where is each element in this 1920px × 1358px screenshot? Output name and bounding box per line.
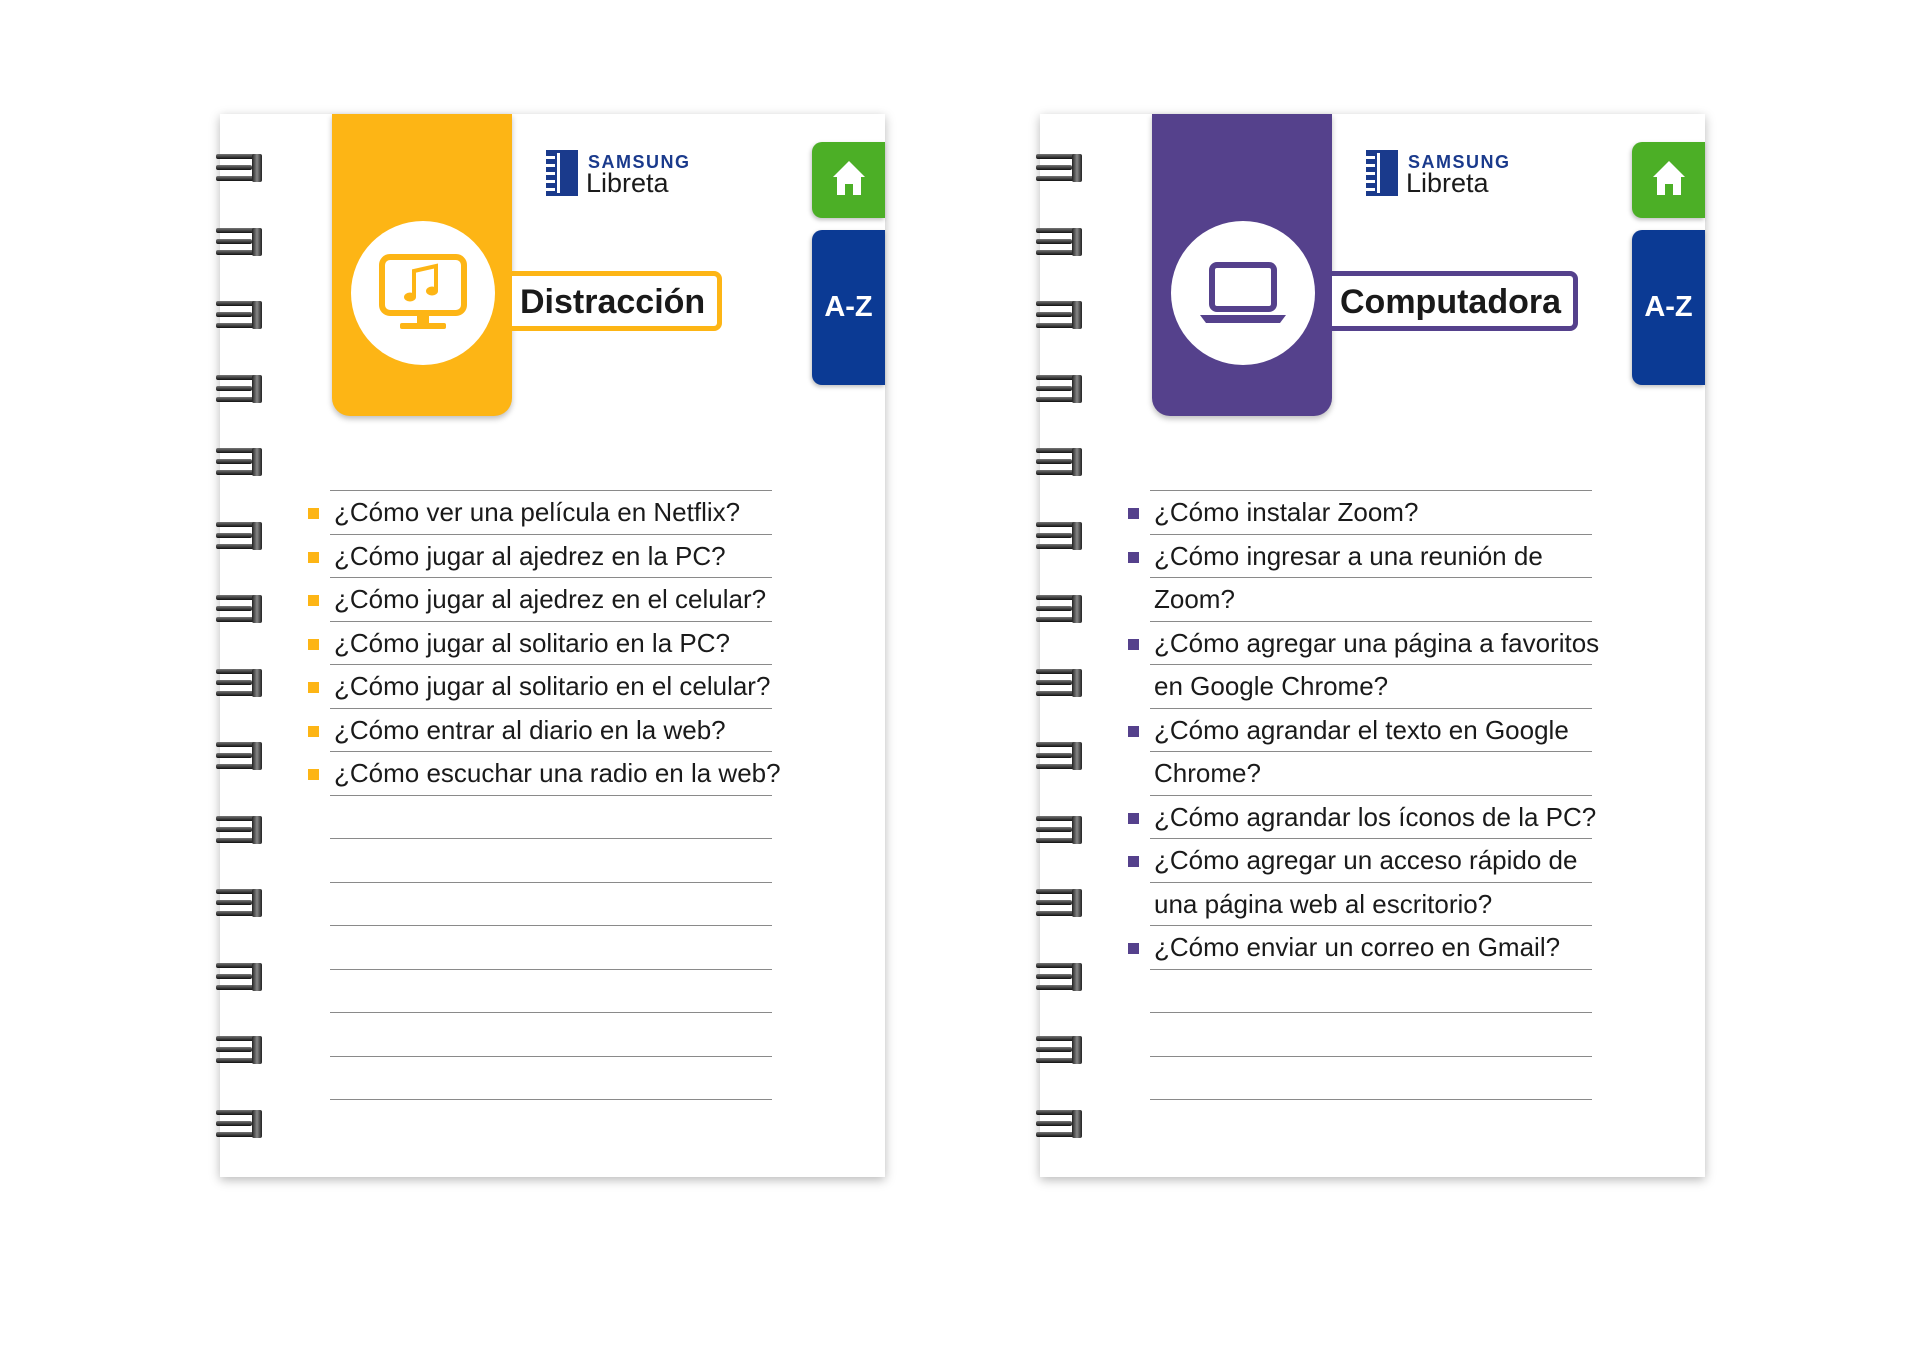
brand-samsung: SAMSUNG xyxy=(1408,152,1511,172)
bullet-icon xyxy=(1128,813,1139,824)
ruled-line xyxy=(1150,882,1592,883)
ruled-line xyxy=(330,708,772,709)
bullet-icon xyxy=(308,508,319,519)
ruled-line xyxy=(330,1099,772,1100)
spiral-ring xyxy=(1036,301,1082,329)
ruled-line xyxy=(330,882,772,883)
notebook-computadora xyxy=(1040,114,1705,1177)
bullet-icon xyxy=(308,639,319,650)
bullet-icon xyxy=(308,595,319,606)
spiral-ring xyxy=(216,963,262,991)
ruled-line xyxy=(1150,708,1592,709)
category-icon-circle xyxy=(351,221,495,365)
az-index-button[interactable]: A-Z xyxy=(812,230,885,385)
ruled-line xyxy=(1150,490,1592,491)
ruled-line xyxy=(330,1056,772,1057)
category-title: Distracción xyxy=(512,271,722,331)
ruled-line xyxy=(1150,621,1592,622)
question-line: ¿Cómo entrar al diario en la web? xyxy=(334,714,726,745)
question-line: ¿Cómo instalar Zoom? xyxy=(1154,497,1419,527)
question-line: ¿Cómo jugar al solitario en la PC? xyxy=(334,627,730,658)
spiral-ring xyxy=(216,154,262,182)
category-title: Computadora xyxy=(1332,271,1578,331)
question-line: en Google Chrome? xyxy=(1154,671,1389,701)
spiral-ring xyxy=(216,669,262,697)
bullet-icon xyxy=(1128,726,1139,737)
az-index-button[interactable]: A-Z xyxy=(1632,230,1705,385)
question-line: ¿Cómo agrandar los íconos de la PC? xyxy=(1154,801,1597,832)
question-line: Chrome? xyxy=(1154,758,1261,788)
spiral-ring xyxy=(1036,448,1082,476)
ruled-line xyxy=(1150,795,1592,796)
question-line: ¿Cómo ver una película en Netflix? xyxy=(334,497,741,527)
spiral-ring xyxy=(1036,375,1082,403)
ruled-line xyxy=(330,534,772,535)
laptop-icon xyxy=(1198,253,1288,335)
ruled-line xyxy=(1150,664,1592,665)
spiral-ring xyxy=(1036,816,1082,844)
bullet-icon xyxy=(308,726,319,737)
ruled-line xyxy=(1150,534,1592,535)
ruled-line xyxy=(330,838,772,839)
home-icon xyxy=(830,158,868,198)
spiral-ring xyxy=(216,228,262,256)
bullet-icon xyxy=(308,552,319,563)
ruled-line xyxy=(330,490,772,491)
spiral-ring xyxy=(216,522,262,550)
question-line: Zoom? xyxy=(1154,584,1235,614)
notebook-logo-icon xyxy=(1366,150,1398,196)
spiral-ring xyxy=(1036,1036,1082,1064)
ruled-line xyxy=(1150,838,1592,839)
spiral-ring xyxy=(216,448,262,476)
question-line: ¿Cómo escuchar una radio en la web? xyxy=(334,758,781,788)
spiral-ring xyxy=(216,301,262,329)
spiral-ring xyxy=(1036,742,1082,770)
spiral-ring xyxy=(1036,669,1082,697)
spiral-ring xyxy=(1036,1110,1082,1138)
brand-samsung: SAMSUNG xyxy=(588,152,691,172)
ruled-line xyxy=(330,969,772,970)
ruled-line xyxy=(1150,1056,1592,1057)
ruled-line xyxy=(330,1012,772,1013)
home-icon xyxy=(1650,158,1688,198)
spiral-ring xyxy=(1036,889,1082,917)
home-button[interactable] xyxy=(812,142,885,218)
spiral-ring xyxy=(1036,963,1082,991)
spiral-ring xyxy=(1036,522,1082,550)
question-line: ¿Cómo ingresar a una reunión de xyxy=(1154,540,1543,571)
ruled-line xyxy=(1150,1012,1592,1013)
spiral-ring xyxy=(216,375,262,403)
spiral-ring xyxy=(1036,228,1082,256)
question-line: ¿Cómo agregar un acceso rápido de xyxy=(1154,845,1578,875)
question-line: ¿Cómo jugar al solitario en el celular? xyxy=(334,671,771,701)
question-line: ¿Cómo jugar al ajedrez en el celular? xyxy=(334,584,767,614)
question-line: ¿Cómo agrandar el texto en Google xyxy=(1154,714,1569,745)
question-line: ¿Cómo enviar un correo en Gmail? xyxy=(1154,932,1561,962)
brand-libreta: Libreta xyxy=(1406,168,1489,198)
bullet-icon xyxy=(1128,943,1139,954)
ruled-line xyxy=(1150,751,1592,752)
ruled-line xyxy=(1150,925,1592,926)
spiral-ring xyxy=(216,1036,262,1064)
home-button[interactable] xyxy=(1632,142,1705,218)
notebook-logo-icon xyxy=(546,150,578,196)
question-line: ¿Cómo jugar al ajedrez en la PC? xyxy=(334,540,726,571)
ruled-line xyxy=(330,621,772,622)
question-line: ¿Cómo agregar una página a favoritos xyxy=(1154,627,1600,658)
spiral-ring xyxy=(216,816,262,844)
ruled-line xyxy=(1150,1099,1592,1100)
spiral-ring xyxy=(216,595,262,623)
bullet-icon xyxy=(308,769,319,780)
category-icon-circle xyxy=(1171,221,1315,365)
bullet-icon xyxy=(1128,552,1139,563)
ruled-line xyxy=(330,925,772,926)
spiral-binding xyxy=(216,154,264,1154)
brand-libreta: Libreta xyxy=(586,168,669,198)
spiral-ring xyxy=(216,742,262,770)
ruled-line xyxy=(330,751,772,752)
ruled-line xyxy=(330,577,772,578)
spiral-ring xyxy=(1036,595,1082,623)
bullet-icon xyxy=(1128,856,1139,867)
question-line: una página web al escritorio? xyxy=(1154,888,1493,919)
notebook-distraccion xyxy=(220,114,885,1177)
ruled-line xyxy=(330,795,772,796)
spiral-ring xyxy=(216,1110,262,1138)
ruled-line xyxy=(1150,969,1592,970)
spiral-ring xyxy=(216,889,262,917)
ruled-line xyxy=(330,664,772,665)
bullet-icon xyxy=(1128,508,1139,519)
spiral-binding xyxy=(1036,154,1084,1154)
monitor-music-icon xyxy=(378,253,468,335)
spiral-ring xyxy=(1036,154,1082,182)
ruled-line xyxy=(1150,577,1592,578)
bullet-icon xyxy=(308,682,319,693)
bullet-icon xyxy=(1128,639,1139,650)
